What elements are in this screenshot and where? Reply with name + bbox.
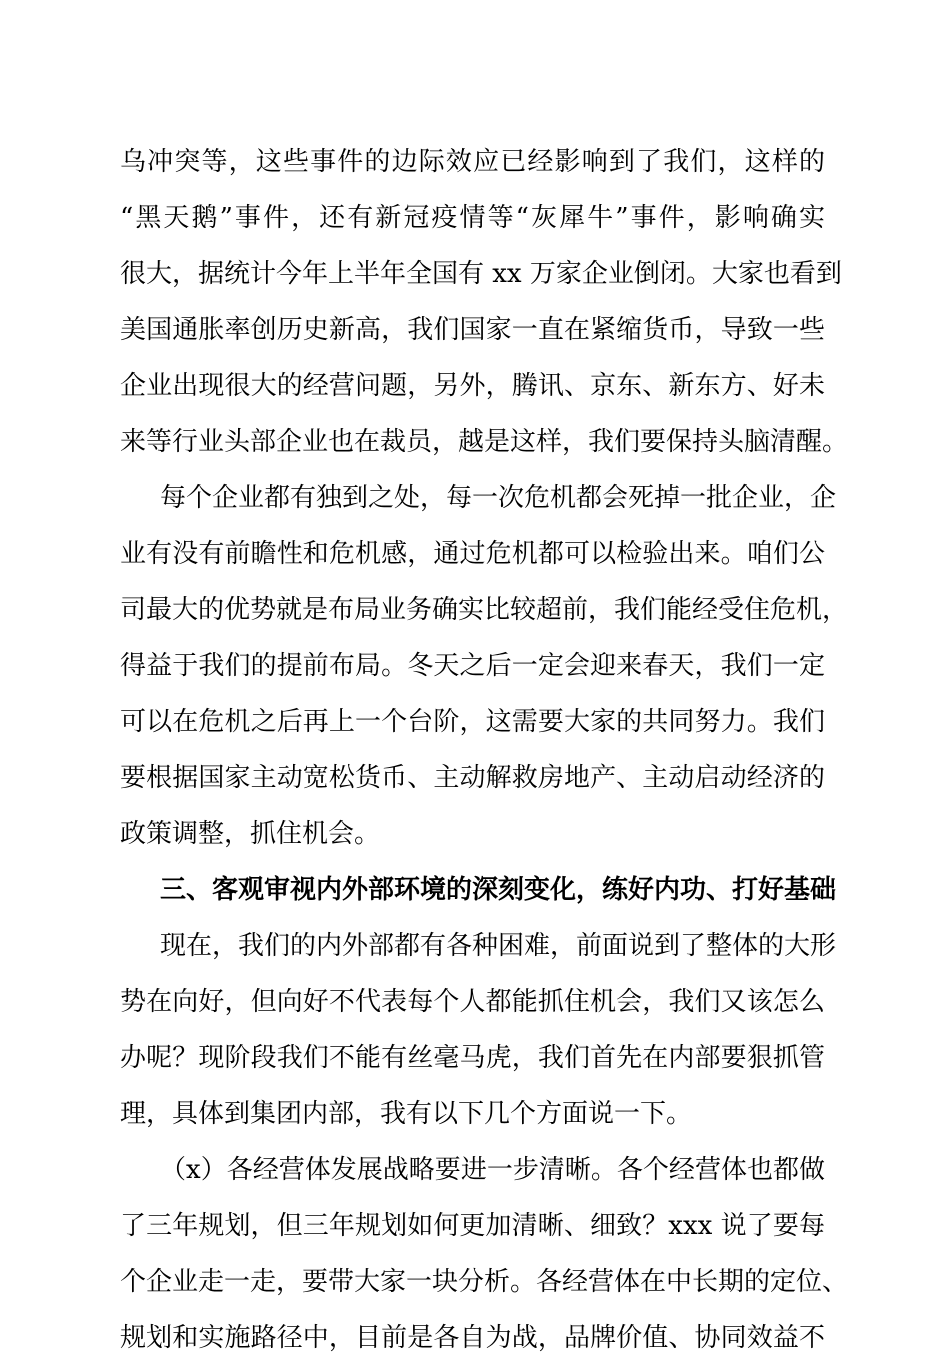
text-line: 办呢？现阶段我们不能有丝毫马虎，我们首先在内部要狠抓管 — [120, 1043, 825, 1073]
text-line: 规划和实施路径中，目前是各自为战，品牌价值、协同效益不 — [120, 1323, 825, 1353]
text-line: 业有没有前瞻性和危机感，通过危机都可以检验出来。咱们公 — [120, 539, 825, 569]
text-line: 美国通胀率创历史新高，我们国家一直在紧缩货币，导致一些 — [120, 315, 825, 345]
section-heading: 三、客观审视内外部环境的深刻变化，练好内功、打好基础 — [160, 875, 837, 905]
text-line: 很大，据统计今年上半年全国有 xx 万家企业倒闭。大家也看到 — [120, 259, 842, 289]
text-line: 势在向好，但向好不代表每个人都能抓住机会，我们又该怎么 — [120, 987, 825, 1017]
text-line: “黑天鹅”事件，还有新冠疫情等“灰犀牛”事件，影响确实 — [120, 203, 825, 233]
text-line: 司最大的优势就是布局业务确实比较超前，我们能经受住危机， — [120, 595, 849, 625]
text-line: 政策调整，抓住机会。 — [120, 819, 381, 849]
text-line: 现在，我们的内外部都有各种困难，前面说到了整体的大形 — [160, 931, 837, 961]
text-line: 个企业走一走，要带大家一块分析。各经营体在中长期的定位、 — [120, 1267, 849, 1297]
text-line: 来等行业头部企业也在裁员，越是这样，我们要保持头脑清醒。 — [120, 427, 849, 457]
text-line: 乌冲突等，这些事件的边际效应已经影响到了我们，这样的 — [120, 147, 825, 177]
text-line: 了三年规划，但三年规划如何更加清晰、细致？xxx 说了要每 — [120, 1211, 825, 1241]
text-line: 可以在危机之后再上一个台阶，这需要大家的共同努力。我们 — [120, 707, 825, 737]
text-line: （x）各经营体发展战略要进一步清晰。各个经营体也都做 — [160, 1155, 825, 1185]
text-line: 要根据国家主动宽松货币、主动解救房地产、主动启动经济的 — [120, 763, 825, 793]
text-line: 企业出现很大的经营问题，另外，腾讯、京东、新东方、好未 — [120, 371, 825, 401]
text-line: 得益于我们的提前布局。冬天之后一定会迎来春天，我们一定 — [120, 651, 825, 681]
text-line: 每个企业都有独到之处，每一次危机都会死掉一批企业，企 — [160, 483, 837, 513]
text-line: 理，具体到集团内部，我有以下几个方面说一下。 — [120, 1099, 693, 1129]
